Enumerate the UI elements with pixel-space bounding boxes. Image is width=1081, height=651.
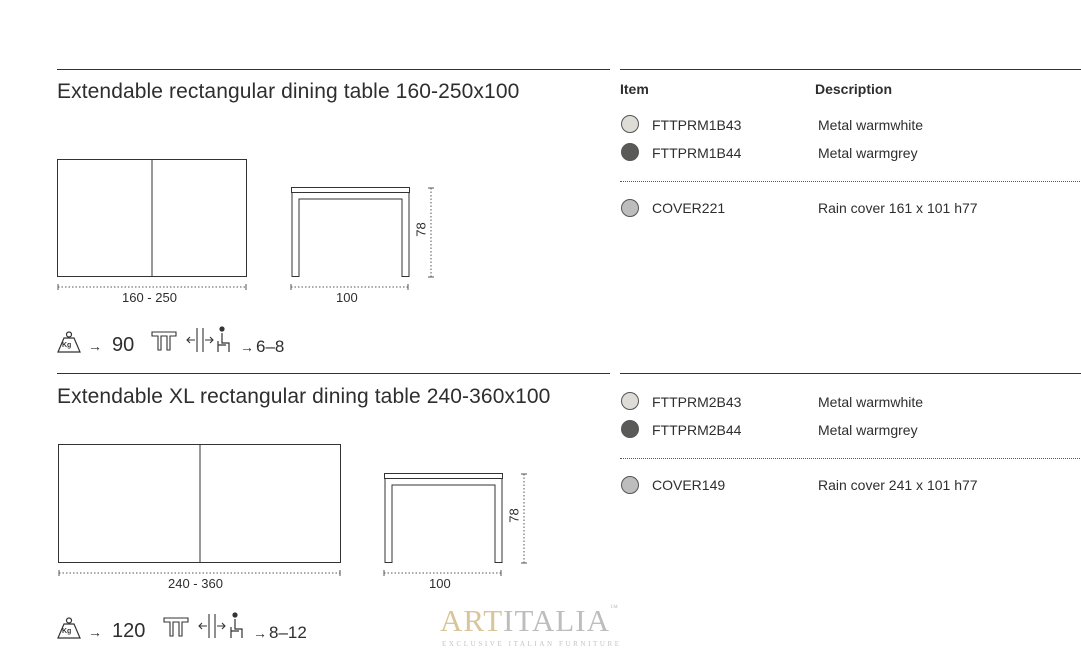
length-dimension: 160 - 250 — [122, 290, 177, 305]
section-rule-right — [620, 373, 1081, 374]
cover-description: Rain cover 161 x 101 h77 — [818, 200, 978, 216]
depth-dimension: 100 — [429, 576, 451, 591]
color-swatch-cover — [621, 476, 639, 494]
seats-value: 6–8 — [256, 337, 285, 356]
arrow-icon: → — [88, 624, 102, 640]
product-title: Extendable rectangular dining table 160-250x100 — [57, 80, 520, 103]
product-title: Extendable XL rectangular dining table 240-360x100 — [57, 385, 551, 408]
brand-logo — [440, 603, 619, 639]
brand-logo-art: ART — [440, 603, 504, 638]
item-description: Metal warmgrey — [818, 145, 918, 161]
chair-person-icon — [0, 0, 1, 1]
item-code: FTTPRM2B44 — [652, 422, 742, 438]
item-column-header: Item — [620, 81, 649, 97]
cover-code: COVER149 — [652, 477, 726, 493]
brand-tm: ™ — [609, 603, 619, 612]
weight-value: 120 — [112, 620, 146, 642]
color-swatch-warmwhite — [621, 115, 639, 133]
top-rule-right — [620, 69, 1081, 70]
arrow-icon: → — [240, 339, 254, 355]
brand-tagline: EXCLUSIVE ITALIAN FURNITURE — [442, 640, 622, 648]
dotted-divider — [620, 458, 1080, 459]
seats-value: 8–12 — [269, 623, 307, 642]
brand-logo-italia: ITALIA — [503, 603, 610, 638]
item-description: Metal warmwhite — [818, 117, 924, 133]
section-rule-left — [57, 373, 610, 374]
dotted-divider — [620, 181, 1080, 182]
cover-code: COVER221 — [652, 200, 726, 216]
color-swatch-warmgrey — [621, 143, 639, 161]
arrow-icon: → — [88, 338, 102, 354]
item-description: Metal warmgrey — [818, 422, 918, 438]
color-swatch-warmwhite — [621, 392, 639, 410]
height-dimension: 78 — [413, 222, 429, 237]
color-swatch-warmgrey — [621, 420, 639, 438]
item-code: FTTPRM2B43 — [652, 394, 742, 410]
length-dimension: 240 - 360 — [168, 576, 223, 591]
weight-unit-label: Kg — [62, 628, 72, 635]
weight-value: 90 — [112, 334, 135, 356]
item-description: Metal warmwhite — [818, 394, 924, 410]
top-rule-left — [57, 69, 610, 70]
item-code: FTTPRM1B43 — [652, 117, 742, 133]
height-dimension: 78 — [506, 508, 522, 523]
color-swatch-cover — [621, 199, 639, 217]
arrow-icon: → — [253, 625, 267, 641]
cover-description: Rain cover 241 x 101 h77 — [818, 477, 978, 493]
depth-dimension: 100 — [336, 290, 358, 305]
item-code: FTTPRM1B44 — [652, 145, 742, 161]
description-column-header: Description — [815, 81, 893, 97]
weight-unit-label: Kg — [62, 342, 72, 349]
